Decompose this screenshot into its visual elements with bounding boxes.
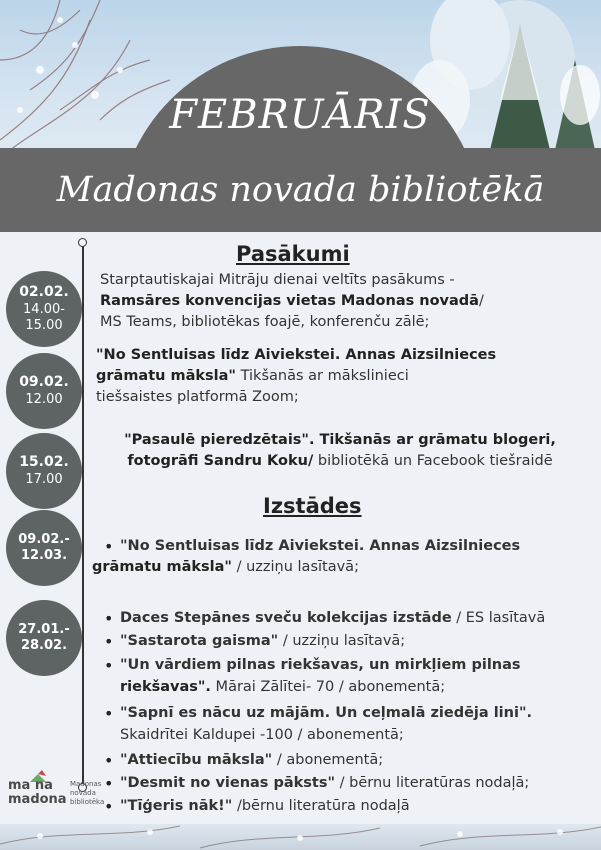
date-text: 27.01.-	[18, 621, 70, 637]
timeline-start-dot	[78, 238, 87, 247]
event-2-line1	[96, 345, 591, 366]
timeline-line	[82, 243, 84, 786]
exhibition-item-8	[120, 796, 590, 817]
exhibition-item-6	[120, 750, 590, 771]
exhibition-title: "Sastarota gaisma"	[120, 633, 279, 649]
snowy-branches-illustration	[0, 824, 601, 850]
exhibition-location: Mārai Zālītei- 70 / abonementā;	[210, 679, 446, 695]
date-badge-0202	[6, 271, 82, 347]
exhibition-item-5	[120, 703, 590, 724]
event-1-line1: Starptautiskajai Mitrāju dienai veltīts pasākums -	[100, 272, 455, 288]
exhibition-item-1-cont	[92, 557, 592, 578]
exhibition-title: "Desmit no vienas pāksts"	[120, 775, 336, 791]
exhibition-item-7	[120, 773, 590, 794]
exhibition-1-title-cont: grāmatu māksla"	[92, 559, 232, 575]
exhibition-location: / bērnu literatūras nodaļā;	[335, 775, 530, 791]
exhibition-item-5-cont: Skaidrītei Kaldupei -100 / abonementā;	[120, 727, 404, 743]
event-1-line2	[100, 291, 580, 312]
exhibition-1-location: / uzziņu lasītavā;	[232, 559, 359, 575]
time-text: 17.00	[25, 471, 63, 487]
date-text: 09.02.	[19, 374, 69, 391]
month-title: FEBRUĀRIS	[169, 92, 431, 138]
exhibition-title: "Attiecību māksla"	[120, 752, 273, 768]
exhibition-1-title: "No Sentluisas līdz Aiviekstei. Annas Aizsilnieces	[120, 538, 521, 554]
date-text: 12.03.	[20, 548, 68, 563]
date-text: 02.02.	[19, 284, 69, 300]
event-3-text	[100, 430, 580, 472]
logo-caption-3: bibliotēka	[70, 798, 105, 806]
exhibition-item-2	[120, 608, 590, 629]
exhibition-location: / ES lasītavā	[451, 610, 546, 626]
logo-mark-bottom: madona	[8, 792, 67, 807]
event-3-title: "Pasaulē pieredzētais". Tikšanās ar grāmatu blogeri,	[124, 432, 556, 448]
exhibitions-heading: Izstādes	[263, 494, 362, 518]
event-2-line2	[96, 366, 591, 387]
event-3-line2	[100, 451, 580, 472]
date-badge-2701-2802	[6, 600, 82, 676]
time-text: 12.00	[25, 391, 63, 407]
events-heading: Pasākumi	[236, 242, 350, 266]
event-1-text	[100, 270, 580, 333]
exhibition-item-3	[120, 631, 590, 652]
exhibition-location: / uzziņu lasītavā;	[278, 633, 406, 649]
exhibition-item-4	[120, 655, 578, 676]
exhibition-item-4-cont	[120, 677, 590, 698]
logo-caption-1: Madonas	[70, 780, 102, 788]
event-2-text	[96, 345, 591, 408]
date-text: 28.02.	[20, 638, 68, 653]
exhibition-title: "Sapnī es nācu uz mājām. Un ceļmalā ziedēja lini".	[120, 705, 533, 721]
exhibition-location: / abonementā;	[272, 752, 384, 768]
event-2-line3: tiešsaistes platformā Zoom;	[96, 389, 299, 405]
date-badge-0902-1203	[6, 510, 82, 586]
date-text: 15.02.	[19, 454, 69, 471]
logo-caption	[70, 780, 104, 807]
event-2-title: "No Sentluisas līdz Aiviekstei. Annas Aizsilnieces	[96, 347, 497, 363]
event-3-title-cont: fotogrāfi Sandru Koku/	[127, 453, 314, 469]
exhibition-location: /bērnu literatūra nodaļā	[232, 798, 410, 814]
logo-mark-top: ma na	[8, 778, 53, 793]
exhibition-title-cont: riekšavas".	[120, 679, 211, 695]
exhibition-title: "Un vārdiem pilnas riekšavas, un mirkļiem pilnas	[120, 657, 521, 673]
event-2-title-cont: grāmatu māksla"	[96, 368, 236, 384]
date-text: 09.02.-	[18, 531, 70, 547]
event-1-title: Ramsāres konvencijas vietas Madonas novadā	[100, 293, 479, 309]
library-subtitle: Madonas novada bibliotēkā	[56, 170, 545, 210]
logo-caption-2: novada	[70, 789, 96, 797]
exhibition-title: "Tīģeris nāk!"	[120, 798, 233, 814]
exhibition-title: Daces Stepānes sveču kolekcijas izstāde	[120, 610, 452, 626]
event-3-desc: bibliotēkā un Facebook tiešraidē	[313, 453, 553, 469]
date-badge-0902	[6, 353, 82, 429]
event-1-line3: MS Teams, bibliotēkas foajē, konferenču zālē;	[100, 314, 430, 330]
time-text: 15.00	[25, 317, 63, 333]
exhibition-item-1	[120, 536, 590, 557]
time-text: 14.00-	[23, 301, 65, 317]
library-logo	[8, 778, 118, 820]
event-2-desc: Tikšanās ar mākslinieci	[236, 368, 409, 384]
footer-winter-photo	[0, 824, 601, 850]
event-3-line1	[100, 430, 580, 451]
event-1-sep: /	[478, 293, 484, 309]
date-badge-1502	[6, 433, 82, 509]
